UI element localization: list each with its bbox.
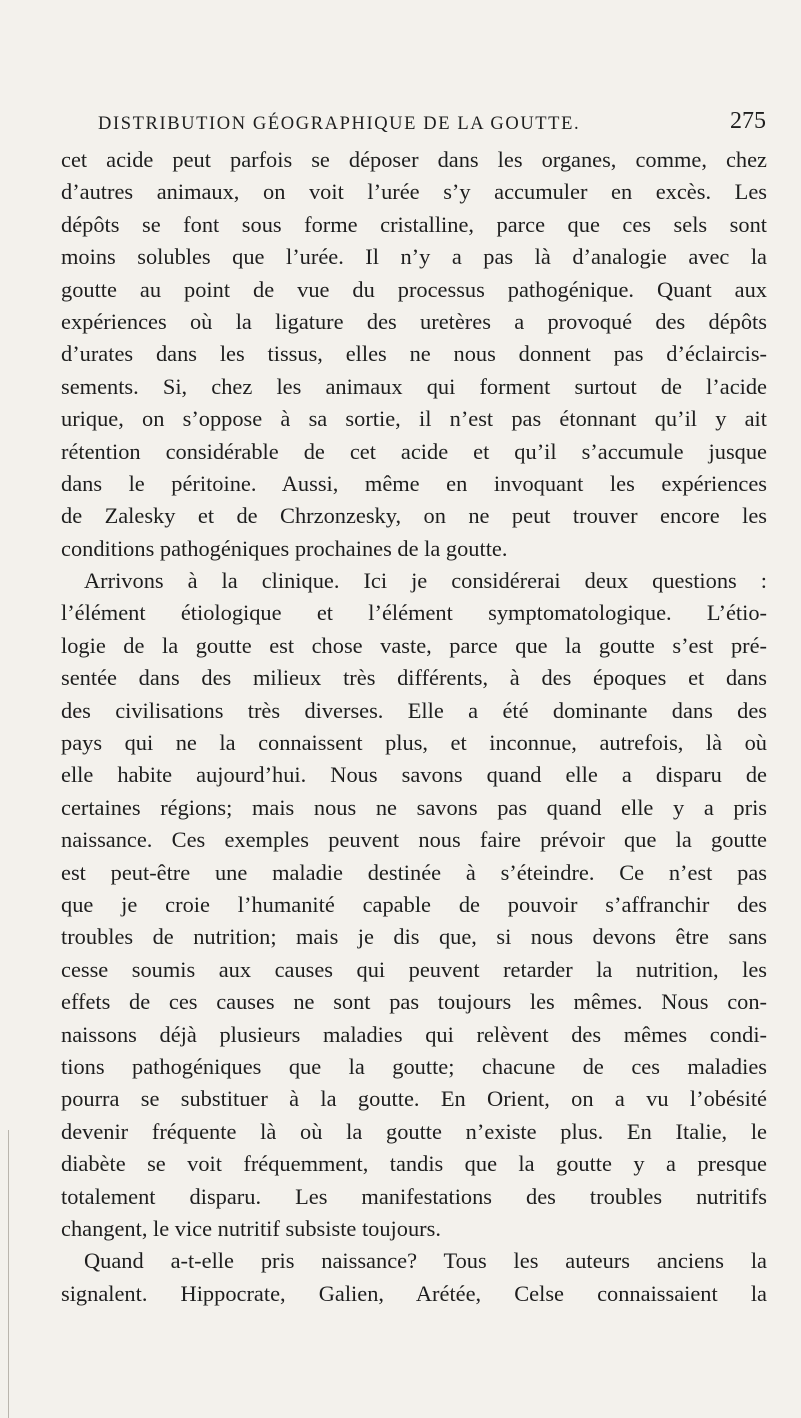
text-line: pourra se substituer à la goutte. En Orient, on a vu l’obésité xyxy=(61,1086,767,1112)
text-line: d’urates dans les tissus, elles ne nous donnent pas d’éclaircis- xyxy=(61,341,767,367)
text-line: de Zalesky et de Chrzonzesky, on ne peut trouver encore les xyxy=(61,503,767,529)
text-line: pays qui ne la connaissent plus, et inconnue, autrefois, là où xyxy=(61,730,767,756)
text-line: sentée dans des milieux très différents, à des époques et dans xyxy=(61,665,767,691)
text-line: logie de la goutte est chose vaste, parce que la goutte s’est pré- xyxy=(61,632,767,658)
text-line: urique, on s’oppose à sa sortie, il n’est pas étonnant qu’il y ait xyxy=(61,406,767,432)
text-line: l’élément étiologique et l’élément symptomatologique. L’étio- xyxy=(61,600,767,626)
text-line: troubles de nutrition; mais je dis que, si nous devons être sans xyxy=(61,924,767,950)
text-line: signalent. Hippocrate, Galien, Arétée, Celse connaissaient la xyxy=(61,1280,767,1306)
text-line: naissance. Ces exemples peuvent nous faire prévoir que la goutte xyxy=(61,827,767,853)
text-line: des civilisations très diverses. Elle a été dominante dans des xyxy=(61,697,767,723)
text-line: certaines régions; mais nous ne savons pas quand elle y a pris xyxy=(61,794,767,820)
text-line: cesse soumis aux causes qui peuvent retarder la nutrition, les xyxy=(61,956,767,982)
text-line: dans le péritoine. Aussi, même en invoquant les expériences xyxy=(61,470,767,496)
text-line: goutte au point de vue du processus pathogénique. Quant aux xyxy=(61,276,767,302)
text-line: d’autres animaux, on voit l’urée s’y accumuler en excès. Les xyxy=(61,179,767,205)
paragraph-start-line: Quand a-t-elle pris naissance? Tous les auteurs anciens la xyxy=(84,1248,767,1274)
page-header xyxy=(98,108,766,144)
text-line: elle habite aujourd’hui. Nous savons quand elle a disparu de xyxy=(61,762,767,788)
text-line: expériences où la ligature des uretères a provoqué des dépôts xyxy=(61,308,767,334)
text-line: naissons déjà plusieurs maladies qui relèvent des mêmes condi- xyxy=(61,1021,767,1047)
paragraph-end-line: changent, le vice nutritif subsiste toujours. xyxy=(61,1215,441,1241)
paragraph-end-line: conditions pathogéniques prochaines de la goutte. xyxy=(61,535,508,561)
text-line: totalement disparu. Les manifestations des troubles nutritifs xyxy=(61,1183,767,1209)
text-line: devenir fréquente là où la goutte n’existe plus. En Italie, le xyxy=(61,1118,767,1144)
text-line: sements. Si, chez les animaux qui forment surtout de l’acide xyxy=(61,373,767,399)
body-text xyxy=(61,144,767,1310)
text-line: cet acide peut parfois se déposer dans les organes, comme, chez xyxy=(61,147,767,172)
page-number: 275 xyxy=(730,108,766,134)
scan-edge-line xyxy=(8,1130,9,1418)
text-line: effets de ces causes ne sont pas toujours les mêmes. Nous con- xyxy=(61,989,767,1015)
text-line: est peut-être une maladie destinée à s’éteindre. Ce n’est pas xyxy=(61,859,767,885)
running-head: DISTRIBUTION GÉOGRAPHIQUE DE LA GOUTTE. xyxy=(98,114,581,134)
text-line: dépôts se font sous forme cristalline, parce que ces sels sont xyxy=(61,211,767,237)
text-line: moins solubles que l’urée. Il n’y a pas là d’analogie avec la xyxy=(61,244,767,270)
text-line: tions pathogéniques que la goutte; chacune de ces maladies xyxy=(61,1053,767,1079)
text-line: rétention considérable de cet acide et qu’il s’accumule jusque xyxy=(61,438,767,464)
text-line: que je croie l’humanité capable de pouvoir s’affranchir des xyxy=(61,891,767,917)
text-line: diabète se voit fréquemment, tandis que la goutte y a presque xyxy=(61,1151,767,1177)
paragraph-start-line: Arrivons à la clinique. Ici je considérerai deux questions : xyxy=(84,568,767,594)
